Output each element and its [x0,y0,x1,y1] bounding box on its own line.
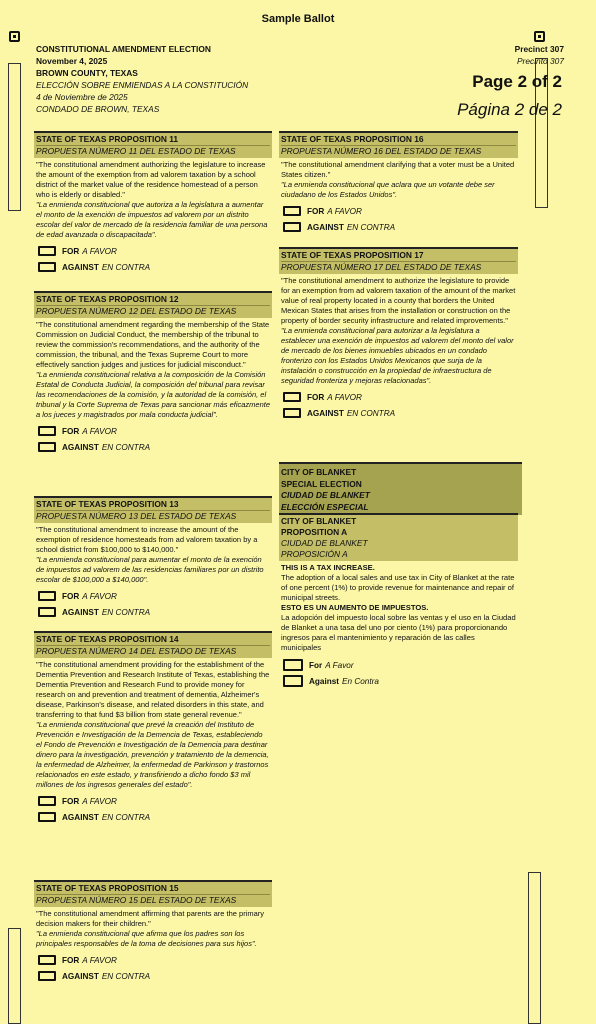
race-header [34,882,272,907]
special-election-header [279,462,522,515]
tax-increase-notice-es: ESTO ES UN AUMENTO DE IMPUESTOS. [281,603,429,612]
vote-oval[interactable] [38,796,56,806]
registration-mark-left [9,31,20,42]
registration-mark-right [534,31,545,42]
race-text-es: "La enmienda constitucional para autorizar a la legislatura a establecer una exención de impuestos ad valorem del monto del valor de mercado de los bienes inmuebles ubicados en un condado fronterizo con los Estados Unidos Mexicanos que surja de la instalación o construcción en la propiedad de infraestructura de seguridad fronteriza y mejoras relacionadas". [281,326,514,385]
option-label-en: AGAINST [307,222,344,232]
option-label-en: For [309,660,323,670]
race-text [34,318,272,420]
race-text-en: The adoption of a local sales and use tax in City of Blanket at the rate of one percent (1%) to provide revenue for maintenance and repair of municipal streets. [281,573,515,602]
race-proposition-12 [34,291,272,455]
race-title-line-4: PROPOSICIÓN A [281,549,348,559]
option-label-es: EN CONTRA [101,971,151,981]
race-text-es: "La enmienda constitucional que aclara que un votante debe ser ciudadano de los Estados Unidos". [281,180,495,199]
option-label-es: En Contra [342,676,379,686]
vote-oval[interactable] [283,408,301,418]
election-header [36,43,248,115]
race-title-en: STATE OF TEXAS PROPOSITION 17 [281,250,424,260]
option-label-en: AGAINST [62,442,99,452]
race-text-en: "The constitutional amendment clarifying that a voter must be a United States citizen." [281,160,515,179]
race-title-en: STATE OF TEXAS PROPOSITION 15 [36,883,179,893]
option-label-es: A Favor [325,660,354,670]
race-header [279,515,518,561]
race-text [279,158,518,200]
option-label-en: FOR [307,392,325,402]
option-for[interactable] [279,389,518,405]
race-proposition-15 [34,880,272,984]
race-text-es: "La enmienda constitucional para aumentar el monto de la exención de impuestos ad valorem de las residencias familiares por un distrito escolar de $100,000 a $140,000". [36,555,264,584]
vote-oval[interactable] [283,659,303,671]
vote-oval[interactable] [283,222,301,232]
race-header [34,293,272,318]
option-against[interactable] [34,604,272,620]
option-label-es: EN CONTRA [346,408,396,418]
race-proposition-11 [34,131,272,275]
county-en: BROWN COUNTY, TEXAS [36,68,138,78]
option-against[interactable] [34,439,272,455]
race-title-en: STATE OF TEXAS PROPOSITION 12 [36,294,179,304]
race-title-es: PROPUESTA NÚMERO 17 DEL ESTADO DE TEXAS [281,261,516,273]
race-title-line-2: PROPOSITION A [281,527,348,537]
option-against[interactable] [279,405,518,421]
race-header [34,498,272,523]
option-label-en: FOR [62,426,80,436]
race-text-es: "La enmienda constitucional que prevé la creación del Instituto de Prevención e Investigación de la Demencia de Texas, estableciendo el Fondo de Prevención e Investigación de la Demencia para destinar dinero para la investigación, prevención y tratamiento de la demencia, la enfermedad de Alzheimer, la enfermedad de Parkinson y trastornos relacionados en este estado, y transfiriendo a dicho fondo $3 mil millones de los ingresos generales del estado". [36,720,269,789]
vote-oval[interactable] [38,262,56,272]
option-label-en: FOR [307,206,325,216]
option-for[interactable] [34,588,272,604]
timing-bar-bottom-left [8,928,21,1024]
option-label-es: A FAVOR [82,796,117,806]
race-header [279,249,518,274]
race-proposition-17 [279,247,518,421]
race-title-es: PROPUESTA NÚMERO 16 DEL ESTADO DE TEXAS [281,145,516,157]
race-text [34,907,272,949]
option-label-es: EN CONTRA [101,262,151,272]
option-label-es: EN CONTRA [101,442,151,452]
option-label-es: EN CONTRA [346,222,396,232]
race-text-en: "The constitutional amendment affirming that parents are the primary decision makers for their children." [36,909,265,928]
timing-bar-bottom-right [528,872,541,1024]
vote-oval[interactable] [38,426,56,436]
race-title-en: STATE OF TEXAS PROPOSITION 14 [36,634,179,644]
vote-oval[interactable] [283,675,303,687]
election-date-en: November 4, 2025 [36,56,108,66]
race-text-en: "The constitutional amendment regarding the membership of the State Commission on Judicial Conduct, the membership of the tribunal to review the commission's recommendations, and the authority of the commission, the tribunal, and the Texas Supreme Court to more effectively sanction judges and justices for judicial misconduct." [36,320,270,369]
option-for[interactable] [279,203,518,219]
race-title-en: STATE OF TEXAS PROPOSITION 11 [36,134,179,144]
race-text [279,561,518,653]
option-label-es: A FAVOR [327,392,362,402]
vote-oval[interactable] [38,591,56,601]
special-election-line-3: CIUDAD DE BLANKET [281,490,370,500]
race-header [279,133,518,158]
precinct-block [515,43,564,67]
vote-oval[interactable] [283,206,301,216]
race-text-es: "La enmienda constitucional relativa a la composición de la Comisión Estatal de Conducta Judicial, la composición del tribunal para revisar las recomendaciones de la comisión, y la autoridad de la comisión, el tribunal y la Corte Suprema de Texas para sancionar más eficazmente a los jueces y magistrados por mala conducta judicial". [36,370,271,419]
race-title-es: PROPUESTA NÚMERO 12 DEL ESTADO DE TEXAS [36,305,270,317]
race-title-en: STATE OF TEXAS PROPOSITION 13 [36,499,179,509]
option-label-en: FOR [62,796,80,806]
race-city-proposition-a [279,513,518,689]
ballot-title: Sample Ballot [261,13,335,25]
option-label-es: A FAVOR [82,955,117,965]
race-title-es: PROPUESTA NÚMERO 11 DEL ESTADO DE TEXAS [36,145,270,157]
vote-oval[interactable] [38,246,56,256]
special-election-line-1: CITY OF BLANKET [281,467,357,477]
race-title-es: PROPUESTA NÚMERO 13 DEL ESTADO DE TEXAS [36,510,270,522]
election-name-en: CONSTITUTIONAL AMENDMENT ELECTION [36,44,211,54]
special-election-line-2: SPECIAL ELECTION [281,478,362,489]
option-against[interactable] [279,219,518,235]
race-text [34,658,272,790]
option-label-es: EN CONTRA [101,607,151,617]
option-against[interactable] [34,259,272,275]
race-title-es: PROPUESTA NÚMERO 15 DEL ESTADO DE TEXAS [36,894,270,906]
option-against[interactable] [279,673,518,689]
race-proposition-13 [34,496,272,620]
race-header [34,633,272,658]
option-label-en: Against [309,676,340,686]
vote-oval[interactable] [38,607,56,617]
race-text-en: "The constitutional amendment authorizing the legislature to increase the amount of the exemption from ad valorem taxation by a school district of the market value of the residence homestead of a person who is elderly or disabled." [36,160,266,199]
option-against[interactable] [34,968,272,984]
option-for[interactable] [34,423,272,439]
option-label-es: A FAVOR [82,426,117,436]
race-proposition-14 [34,631,272,825]
option-label-en: FOR [62,955,80,965]
race-text [34,158,272,240]
precinct-en: Precinct 307 [514,44,564,54]
timing-bar-top-left [8,63,21,211]
vote-oval[interactable] [38,971,56,981]
race-title-es: PROPUESTA NÚMERO 14 DEL ESTADO DE TEXAS [36,645,270,657]
option-against[interactable] [34,809,272,825]
option-label-en: AGAINST [62,812,99,822]
vote-oval[interactable] [38,955,56,965]
option-for[interactable] [34,243,272,259]
option-label-en: AGAINST [62,262,99,272]
race-text-es: "La enmienda constitucional que autoriza a la legislatura a aumentar el monto de la exención de impuestos ad valorem por un distrito escolar del valor de mercado de la residencia familiar de una persona de edad avanzada o discapacitada". [36,200,268,239]
page-number-es: Página 2 de 2 [457,100,562,119]
option-label-es: A FAVOR [327,206,362,216]
option-label-es: EN CONTRA [101,812,151,822]
vote-oval[interactable] [38,812,56,822]
precinct-es: Precinto 307 [516,56,564,66]
option-label-en: AGAINST [307,408,344,418]
option-label-en: AGAINST [62,607,99,617]
race-title-en: STATE OF TEXAS PROPOSITION 16 [281,134,424,144]
race-text-en: "The constitutional amendment to increase the amount of the exemption of residence homesteads from ad valorem taxation by a school district from $100,000 to $140,000." [36,525,258,554]
special-election-line-4: ELECCIÓN ESPECIAL [281,501,369,512]
election-name-es: ELECCIÓN SOBRE ENMIENDAS A LA CONSTITUCIÓN [36,80,249,90]
county-es: CONDADO DE BROWN, TEXAS [36,104,160,114]
race-title-line-1: CITY OF BLANKET [281,516,357,526]
race-text-en: "The constitutional amendment to authorize the legislature to provide for an exemption from ad valorem taxation of the amount of the market value of real property located in a county that borders the United Mexican States that arises from the installation or construction on the property of border security infrastructure and related improvements." [281,276,516,325]
option-label-en: AGAINST [62,971,99,981]
option-label-en: FOR [62,246,80,256]
option-label-es: A FAVOR [82,591,117,601]
tax-increase-notice-en: THIS IS A TAX INCREASE. [281,563,375,572]
race-text [34,523,272,585]
option-label-en: FOR [62,591,80,601]
option-label-es: A FAVOR [82,246,117,256]
race-header [34,133,272,158]
race-text-en: "The constitutional amendment providing for the establishment of the Dementia Prevention and Research Institute of Texas, establishing the Dementia Prevention and Research Fund to provide money for research on and prevention and treatment of dementia, Alzheimer's disease, Parkinson's disease, and related disorders in this state, and transferring to that fund $3 billion from state general revenue." [36,660,270,719]
race-text-es: La adopción del impuesto local sobre las ventas y el uso en la Ciudad de Blanket a una tasa del uno por ciento (1%) para proporcionando ingresos para el mantenimiento y reparación de las calles municipales [281,613,516,652]
option-for[interactable] [279,657,518,673]
race-text [279,274,518,386]
option-for[interactable] [34,952,272,968]
election-date-es: 4 de Noviembre de 2025 [36,92,128,102]
vote-oval[interactable] [283,392,301,402]
page-number-en: Page 2 of 2 [472,72,562,91]
option-for[interactable] [34,793,272,809]
race-proposition-16 [279,131,518,235]
race-text-es: "La enmienda constitucional que afirma que los padres son los principales responsables de la toma de decisiones para sus hijos". [36,929,257,948]
race-title-line-3: CIUDAD DE BLANKET [281,538,368,548]
vote-oval[interactable] [38,442,56,452]
